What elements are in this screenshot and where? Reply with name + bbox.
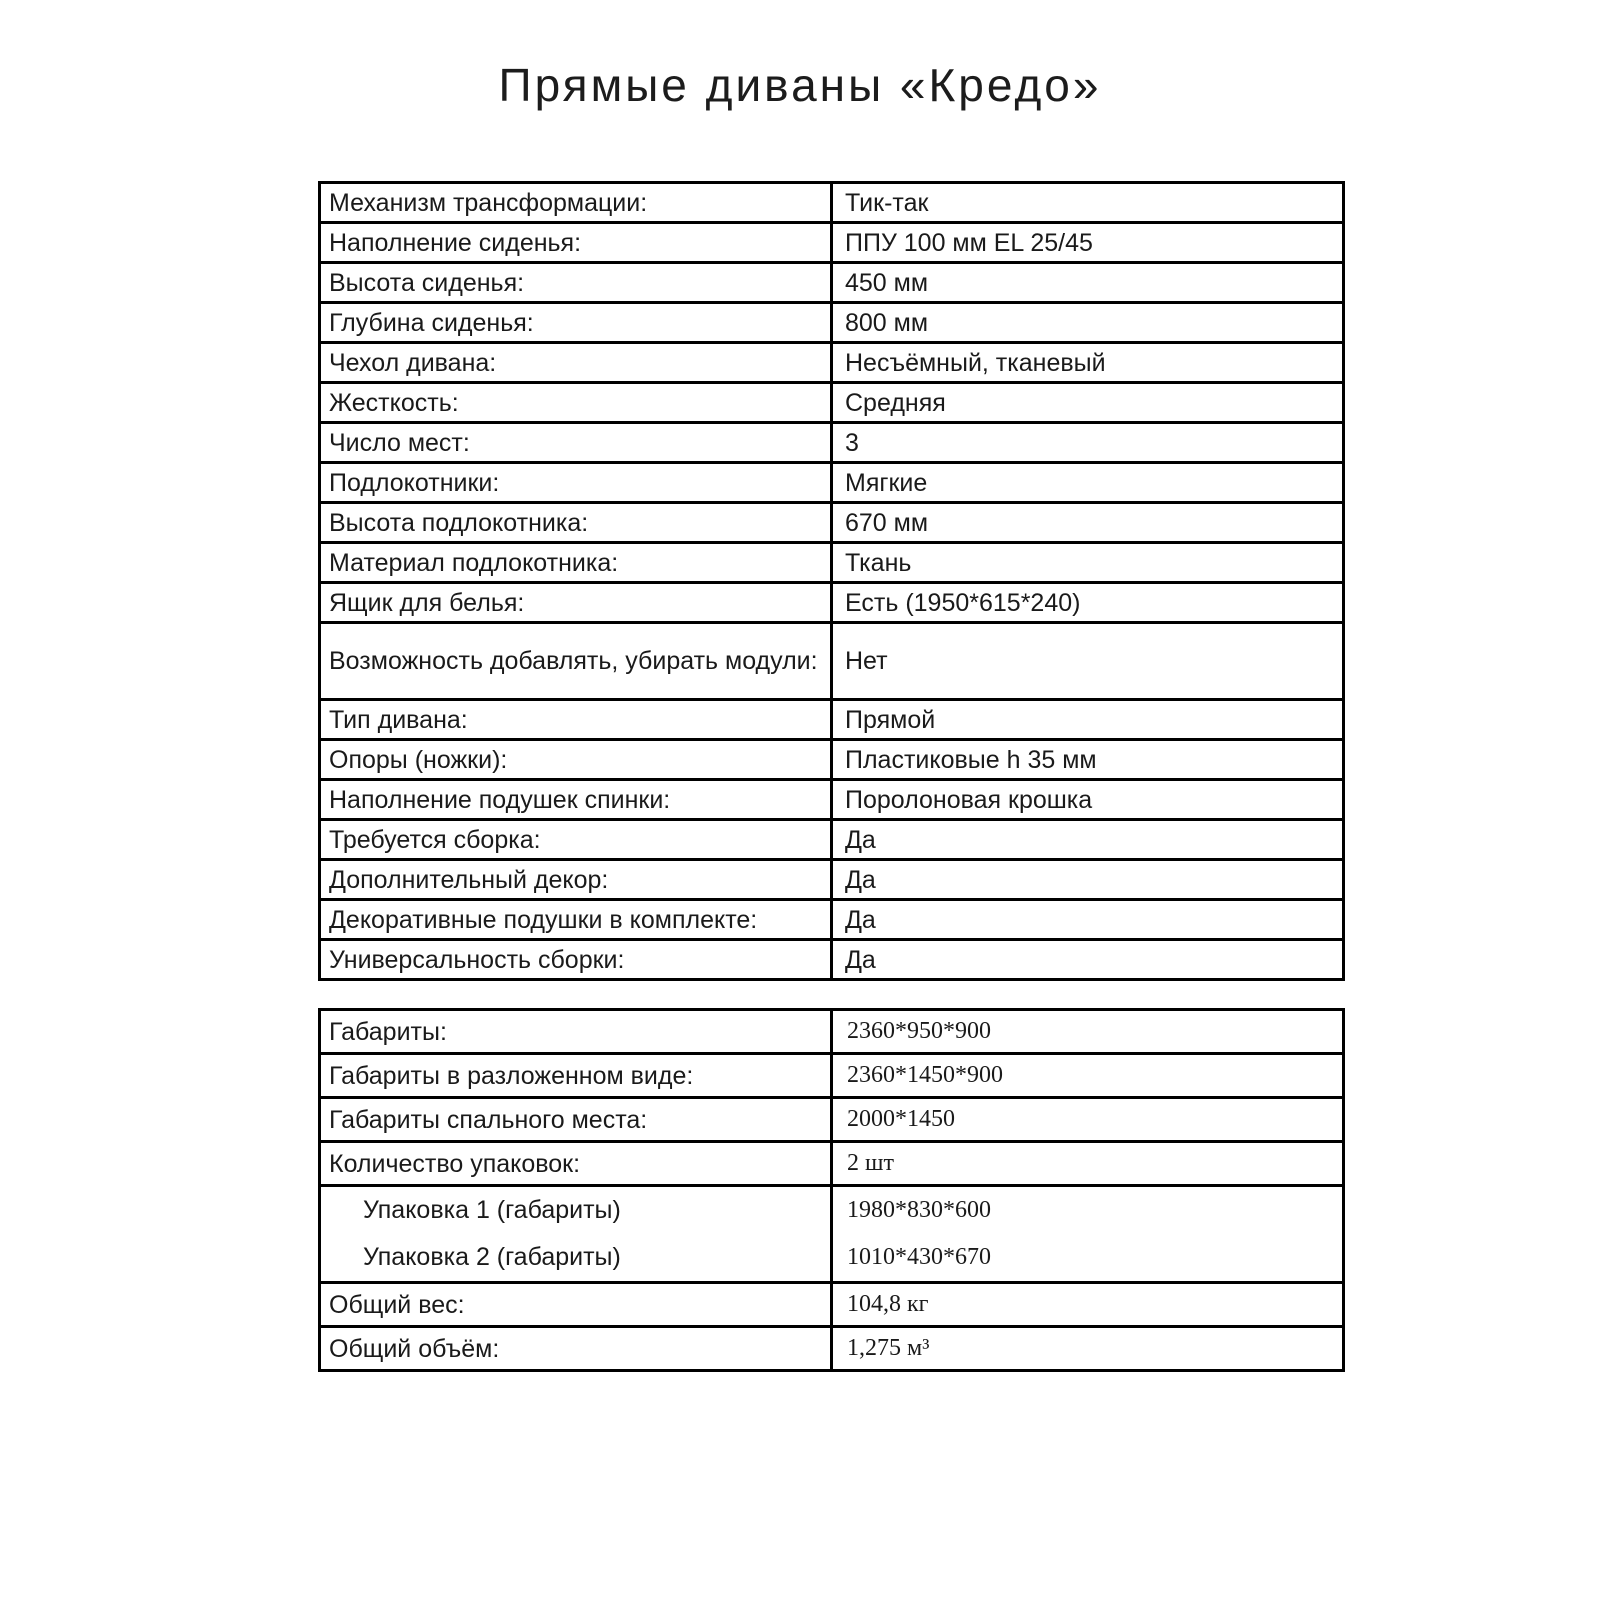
spec-value: Да xyxy=(832,820,1344,860)
spec-value: Прямой xyxy=(832,700,1344,740)
spec-label: Механизм трансформации: xyxy=(320,183,832,223)
spec-label: Жесткость: xyxy=(320,383,832,423)
spec-label: Декоративные подушки в комплекте: xyxy=(320,900,832,940)
spec-value: 450 мм xyxy=(832,263,1344,303)
spec-label: Материал подлокотника: xyxy=(320,543,832,583)
spec-label: Дополнительный декор: xyxy=(320,860,832,900)
dimension-value: 2360*950*900 xyxy=(832,1010,1344,1054)
package-labels-cell xyxy=(320,1186,832,1283)
dimension-value: 2 шт xyxy=(832,1142,1344,1186)
table-row xyxy=(320,583,1344,623)
spec-value: Средняя xyxy=(832,383,1344,423)
table-row xyxy=(320,820,1344,860)
spec-value: 3 xyxy=(832,423,1344,463)
table-row xyxy=(320,1054,1344,1098)
dimension-label: Габариты: xyxy=(320,1010,832,1054)
spec-label: Требуется сборка: xyxy=(320,820,832,860)
spec-label: Ящик для белья: xyxy=(320,583,832,623)
spec-label: Опоры (ножки): xyxy=(320,740,832,780)
spec-value: ППУ 100 мм EL 25/45 xyxy=(832,223,1344,263)
dimension-value: 2000*1450 xyxy=(832,1098,1344,1142)
spec-label: Наполнение сиденья: xyxy=(320,223,832,263)
spec-value: Несъёмный, тканевый xyxy=(832,343,1344,383)
spec-value: Да xyxy=(832,860,1344,900)
dimension-label: Габариты в разложенном виде: xyxy=(320,1054,832,1098)
table-row xyxy=(320,740,1344,780)
spec-value: Ткань xyxy=(832,543,1344,583)
spec-table xyxy=(318,181,1345,981)
table-row xyxy=(320,860,1344,900)
package-2-value: 1010*430*670 xyxy=(847,1244,991,1270)
spec-value: Поролоновая крошка xyxy=(832,780,1344,820)
table-row xyxy=(320,700,1344,740)
table-row-packages xyxy=(320,1186,1344,1283)
dimension-label: Общий вес: xyxy=(320,1283,832,1327)
dimension-label: Габариты спального места: xyxy=(320,1098,832,1142)
spec-label: Тип дивана: xyxy=(320,700,832,740)
table-row xyxy=(320,940,1344,980)
spec-label: Число мест: xyxy=(320,423,832,463)
dimension-label: Общий объём: xyxy=(320,1327,832,1371)
package-2-label: Упаковка 2 (габариты) xyxy=(363,1243,621,1271)
table-row xyxy=(320,1283,1344,1327)
dimensions-table xyxy=(318,1008,1345,1372)
spec-label: Высота подлокотника: xyxy=(320,503,832,543)
spec-label: Чехол дивана: xyxy=(320,343,832,383)
spec-value: Нет xyxy=(832,623,1344,700)
spec-label: Глубина сиденья: xyxy=(320,303,832,343)
table-row xyxy=(320,423,1344,463)
dimension-value: 2360*1450*900 xyxy=(832,1054,1344,1098)
table-row xyxy=(320,1142,1344,1186)
dimension-value: 1,275 м³ xyxy=(832,1327,1344,1371)
dimension-label: Количество упаковок: xyxy=(320,1142,832,1186)
package-1-value: 1980*830*600 xyxy=(847,1197,991,1223)
spec-label: Универсальность сборки: xyxy=(320,940,832,980)
page-title: Прямые диваны «Кредо» xyxy=(498,59,1102,111)
table-row xyxy=(320,463,1344,503)
spec-value: Пластиковые h 35 мм xyxy=(832,740,1344,780)
table-row xyxy=(320,543,1344,583)
table-row xyxy=(320,1327,1344,1371)
table-row xyxy=(320,1098,1344,1142)
table-row xyxy=(320,1010,1344,1054)
spec-value: Да xyxy=(832,940,1344,980)
dimension-value: 104,8 кг xyxy=(832,1283,1344,1327)
table-row xyxy=(320,303,1344,343)
table-row xyxy=(320,623,1344,700)
package-values-cell xyxy=(832,1186,1344,1283)
spec-label: Высота сиденья: xyxy=(320,263,832,303)
table-row xyxy=(320,223,1344,263)
table-row xyxy=(320,503,1344,543)
package-1-label: Упаковка 1 (габариты) xyxy=(363,1196,621,1224)
spec-value: Тик-так xyxy=(832,183,1344,223)
table-row xyxy=(320,263,1344,303)
spec-value: Мягкие xyxy=(832,463,1344,503)
spec-label: Возможность добавлять, убирать модули: xyxy=(320,623,832,700)
spec-label: Подлокотники: xyxy=(320,463,832,503)
spec-value: Да xyxy=(832,900,1344,940)
table-row xyxy=(320,343,1344,383)
spec-label: Наполнение подушек спинки: xyxy=(320,780,832,820)
table-row xyxy=(320,383,1344,423)
table-row xyxy=(320,780,1344,820)
spec-value: Есть (1950*615*240) xyxy=(832,583,1344,623)
spec-value: 800 мм xyxy=(832,303,1344,343)
spec-value: 670 мм xyxy=(832,503,1344,543)
table-row xyxy=(320,183,1344,223)
table-row xyxy=(320,900,1344,940)
